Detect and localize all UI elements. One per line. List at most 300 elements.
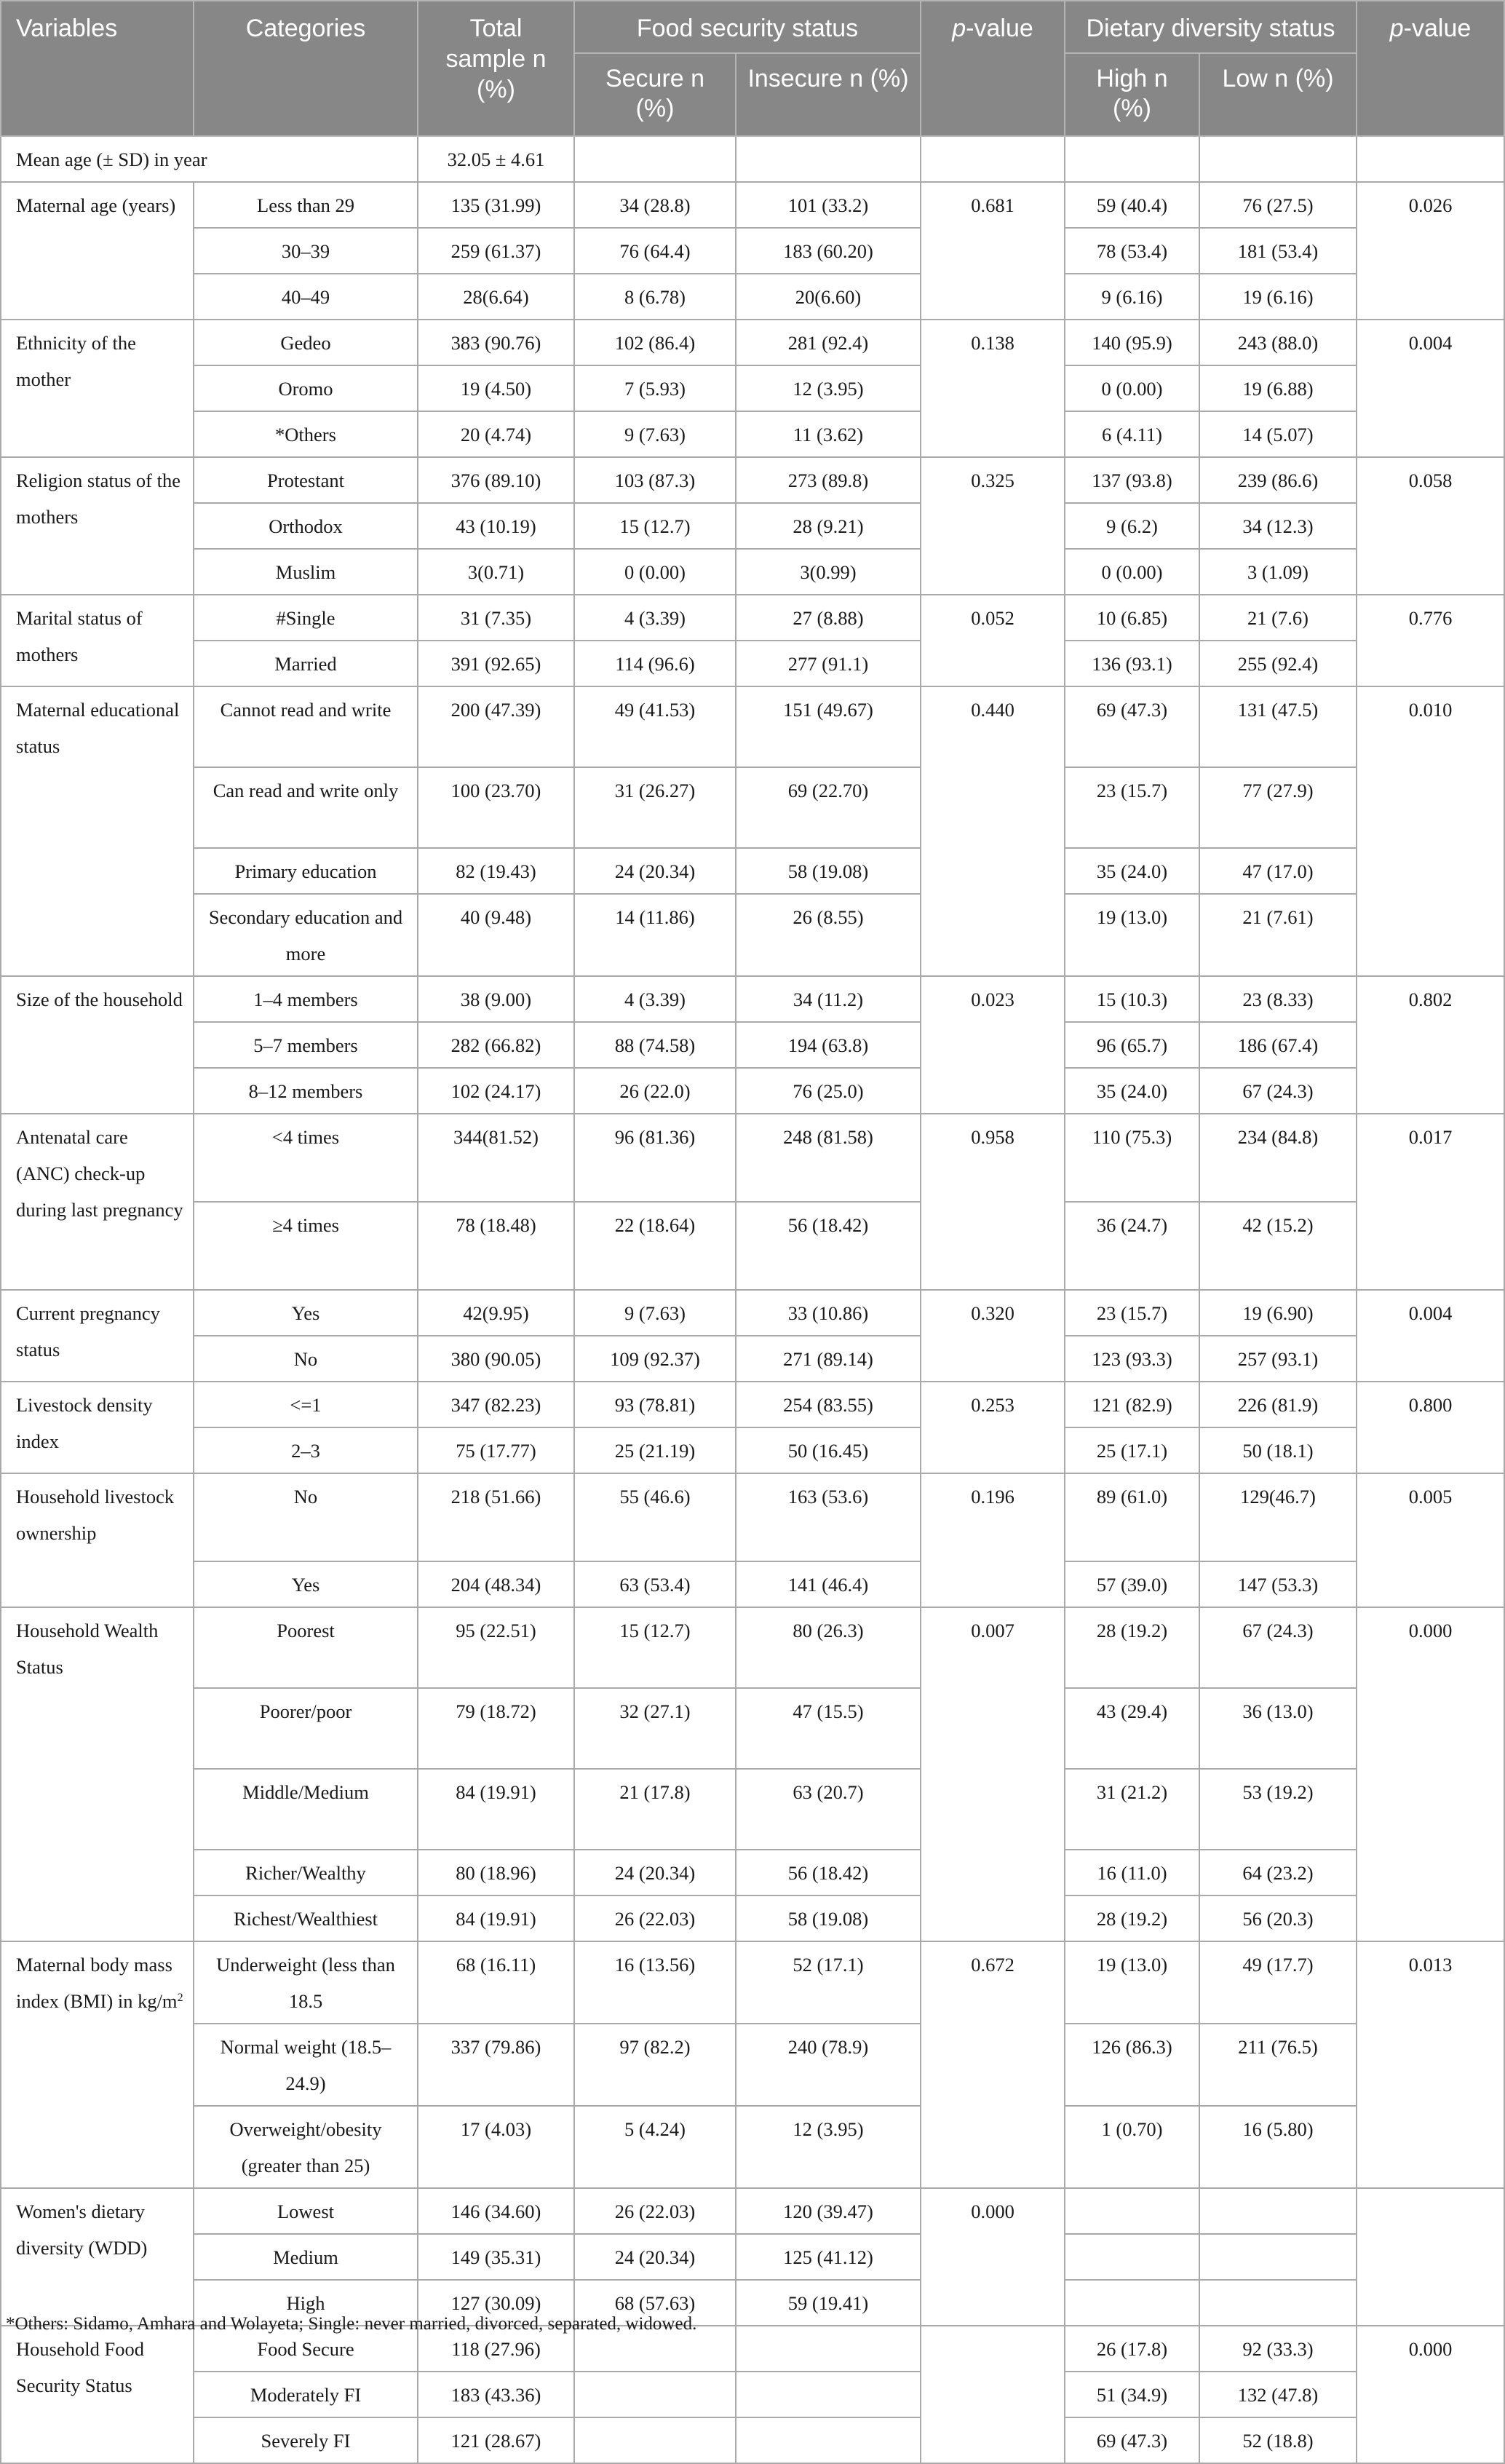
variable-cell [1, 595, 194, 686]
high-cell: 28 (19.2) [1065, 1607, 1199, 1688]
empty-cell [574, 136, 736, 182]
p-value-food-cell: 0.440 [921, 686, 1065, 976]
insecure-cell: 28 (9.21) [736, 503, 921, 549]
high-cell: 96 (65.7) [1065, 1022, 1199, 1068]
high-cell: 19 (13.0) [1065, 894, 1199, 976]
total-cell: 43 (10.19) [418, 503, 574, 549]
p-value-suffix: -value [966, 15, 1033, 42]
category-cell: Poorest [194, 1607, 418, 1688]
high-cell: 110 (75.3) [1065, 1114, 1199, 1202]
low-cell: 226 (81.9) [1199, 1382, 1357, 1427]
category-cell: Lowest [194, 2188, 418, 2234]
table-row [1, 1850, 1504, 1895]
total-cell: 78 (18.48) [418, 1202, 574, 1290]
high-cell: 26 (17.8) [1065, 2326, 1199, 2372]
total-cell: 102 (24.17) [418, 1068, 574, 1114]
insecure-cell: 273 (89.8) [736, 457, 921, 503]
secure-cell: 0 (0.00) [574, 549, 736, 595]
variable-label: Marital status of mothers [16, 607, 143, 665]
insecure-cell: 271 (89.14) [736, 1336, 921, 1382]
secure-cell: 102 (86.4) [574, 320, 736, 365]
table-row [1, 976, 1504, 1022]
empty-cell [1199, 136, 1357, 182]
variable-cell [1, 1607, 194, 1941]
high-cell: 16 (11.0) [1065, 1850, 1199, 1895]
table-row [1, 2417, 1504, 2463]
total-cell: 383 (90.76) [418, 320, 574, 365]
variable-cell [1, 320, 194, 457]
high-cell: 59 (40.4) [1065, 182, 1199, 228]
category-cell: Orthodox [194, 503, 418, 549]
category-cell: 8–12 members [194, 1068, 418, 1114]
secure-cell: 24 (20.34) [574, 2234, 736, 2280]
header-low: Low n (%) [1199, 53, 1357, 136]
table-row [1, 1607, 1504, 1688]
low-cell: 77 (27.9) [1199, 767, 1357, 848]
total-cell: 337 (79.86) [418, 2024, 574, 2106]
category-cell: <4 times [194, 1114, 418, 1202]
p-value-food-cell: 0.320 [921, 1290, 1065, 1382]
total-cell: 218 (51.66) [418, 1473, 574, 1561]
table-row [1, 1068, 1504, 1114]
low-cell: 19 (6.90) [1199, 1290, 1357, 1336]
insecure-cell: 120 (39.47) [736, 2188, 921, 2234]
p-value-food-cell: 0.958 [921, 1114, 1065, 1290]
low-cell: 67 (24.3) [1199, 1607, 1357, 1688]
mean-age-label: Mean age (± SD) in year [1, 136, 418, 182]
low-cell: 52 (18.8) [1199, 2417, 1357, 2463]
table-header [1, 1, 1504, 136]
category-cell: #Single [194, 595, 418, 641]
variable-label: Maternal age (years) [16, 194, 176, 216]
empty-cell [736, 136, 921, 182]
total-cell: 344(81.52) [418, 1114, 574, 1202]
high-cell: 35 (24.0) [1065, 1068, 1199, 1114]
insecure-cell: 80 (26.3) [736, 1607, 921, 1688]
table-row [1, 182, 1504, 228]
low-cell: 21 (7.61) [1199, 894, 1357, 976]
total-cell: 376 (89.10) [418, 457, 574, 503]
category-cell: No [194, 1336, 418, 1382]
insecure-cell: 254 (83.55) [736, 1382, 921, 1427]
total-cell: 3(0.71) [418, 549, 574, 595]
high-cell: 136 (93.1) [1065, 641, 1199, 686]
variable-label: Antenatal care (ANC) check-up during last pregnancy [16, 1126, 183, 1221]
low-cell: 42 (15.2) [1199, 1202, 1357, 1290]
variable-label: Household Food Security Status [16, 2338, 144, 2396]
secure-cell: 97 (82.2) [574, 2024, 736, 2106]
secure-cell: 7 (5.93) [574, 365, 736, 411]
table-row [1, 641, 1504, 686]
insecure-cell: 69 (22.70) [736, 767, 921, 848]
table-row [1, 411, 1504, 457]
table-row [1, 686, 1504, 767]
category-cell: Married [194, 641, 418, 686]
insecure-cell: 141 (46.4) [736, 1561, 921, 1607]
high-cell: 36 (24.7) [1065, 1202, 1199, 1290]
insecure-cell: 11 (3.62) [736, 411, 921, 457]
insecure-cell: 281 (92.4) [736, 320, 921, 365]
p-value-food-cell: 0.681 [921, 182, 1065, 320]
secure-cell: 34 (28.8) [574, 182, 736, 228]
variable-label: Maternal body mass index (BMI) in kg/m [16, 1954, 178, 2012]
category-cell: Richer/Wealthy [194, 1850, 418, 1895]
low-cell: 255 (92.4) [1199, 641, 1357, 686]
insecure-cell: 56 (18.42) [736, 1850, 921, 1895]
table-row [1, 1473, 1504, 1561]
insecure-cell: 34 (11.2) [736, 976, 921, 1022]
category-cell: 40–49 [194, 274, 418, 320]
table-footnote: *Others: Sidamo, Amhara and Wolayeta; Single: never married, divorced, separated, widowed. [6, 2314, 697, 2334]
total-cell: 95 (22.51) [418, 1607, 574, 1688]
insecure-cell: 194 (63.8) [736, 1022, 921, 1068]
variable-cell [1, 1290, 194, 1382]
secure-cell: 4 (3.39) [574, 595, 736, 641]
insecure-cell: 3(0.99) [736, 549, 921, 595]
insecure-cell: 12 (3.95) [736, 2106, 921, 2188]
mean-age-value: 32.05 ± 4.61 [418, 136, 574, 182]
table-row [1, 1941, 1504, 2024]
high-cell: 15 (10.3) [1065, 976, 1199, 1022]
low-cell: 16 (5.80) [1199, 2106, 1357, 2188]
high-cell: 78 (53.4) [1065, 228, 1199, 274]
high-cell: 69 (47.3) [1065, 2417, 1199, 2463]
table-row [1, 848, 1504, 894]
p-value-food-cell: 0.023 [921, 976, 1065, 1114]
variable-label: Maternal educational status [16, 699, 180, 757]
secure-cell: 32 (27.1) [574, 1688, 736, 1769]
secure-cell: 24 (20.34) [574, 1850, 736, 1895]
category-cell: Gedeo [194, 320, 418, 365]
category-cell: Richest/Wealthiest [194, 1895, 418, 1941]
high-cell: 0 (0.00) [1065, 365, 1199, 411]
secure-cell: 68 (57.63) [574, 2280, 736, 2326]
category-cell: Overweight/obesity (greater than 25) [194, 2106, 418, 2188]
table-row [1, 1114, 1504, 1202]
total-cell: 127 (30.09) [418, 2280, 574, 2326]
table-row [1, 1202, 1504, 1290]
insecure-cell: 33 (10.86) [736, 1290, 921, 1336]
total-cell: 17 (4.03) [418, 2106, 574, 2188]
secure-cell: 93 (78.81) [574, 1382, 736, 1427]
total-cell: 28(6.64) [418, 274, 574, 320]
high-cell: 25 (17.1) [1065, 1427, 1199, 1473]
category-cell: Can read and write only [194, 767, 418, 848]
secure-cell: 24 (20.34) [574, 848, 736, 894]
total-cell: 100 (23.70) [418, 767, 574, 848]
variable-label: Household livestock ownership [16, 1486, 175, 1544]
high-cell: 121 (82.9) [1065, 1382, 1199, 1427]
low-cell: 47 (17.0) [1199, 848, 1357, 894]
low-cell: 3 (1.09) [1199, 549, 1357, 595]
total-cell: 146 (34.60) [418, 2188, 574, 2234]
table-row [1, 1561, 1504, 1607]
low-cell: 239 (86.6) [1199, 457, 1357, 503]
total-cell: 75 (17.77) [418, 1427, 574, 1473]
table-body [1, 136, 1504, 2463]
p-value-diet-cell: 0.004 [1357, 320, 1504, 457]
category-cell: <=1 [194, 1382, 418, 1427]
insecure-cell [736, 2372, 921, 2417]
low-cell: 129(46.7) [1199, 1473, 1357, 1561]
p-value-diet-cell [1357, 2188, 1504, 2326]
p-value-diet-cell: 0.017 [1357, 1114, 1504, 1290]
mean-age-row [1, 136, 1504, 182]
secure-cell: 21 (17.8) [574, 1769, 736, 1850]
secure-cell: 16 (13.56) [574, 1941, 736, 2024]
p-value-food-cell: 0.196 [921, 1473, 1065, 1607]
high-cell: 19 (13.0) [1065, 1941, 1199, 2024]
category-cell: Cannot read and write [194, 686, 418, 767]
table-row [1, 2234, 1504, 2280]
total-cell: 121 (28.67) [418, 2417, 574, 2463]
low-cell: 50 (18.1) [1199, 1427, 1357, 1473]
p-value-diet-cell: 0.000 [1357, 2326, 1504, 2463]
header-food-security-status: Food security status [574, 1, 921, 53]
low-cell: 49 (17.7) [1199, 1941, 1357, 2024]
category-cell: Less than 29 [194, 182, 418, 228]
high-cell: 123 (93.3) [1065, 1336, 1199, 1382]
insecure-cell: 240 (78.9) [736, 2024, 921, 2106]
low-cell: 56 (20.3) [1199, 1895, 1357, 1941]
secure-cell: 76 (64.4) [574, 228, 736, 274]
low-cell: 76 (27.5) [1199, 182, 1357, 228]
low-cell: 132 (47.8) [1199, 2372, 1357, 2417]
insecure-cell [736, 2326, 921, 2372]
insecure-cell: 151 (49.67) [736, 686, 921, 767]
total-cell: 80 (18.96) [418, 1850, 574, 1895]
insecure-cell: 163 (53.6) [736, 1473, 921, 1561]
total-cell: 79 (18.72) [418, 1688, 574, 1769]
high-cell: 57 (39.0) [1065, 1561, 1199, 1607]
secure-cell: 88 (74.58) [574, 1022, 736, 1068]
low-cell: 53 (19.2) [1199, 1769, 1357, 1850]
category-cell: Middle/Medium [194, 1769, 418, 1850]
total-cell: 183 (43.36) [418, 2372, 574, 2417]
high-cell: 137 (93.8) [1065, 457, 1199, 503]
table-row [1, 1427, 1504, 1473]
header-high: High n (%) [1065, 53, 1199, 136]
category-cell: Poorer/poor [194, 1688, 418, 1769]
low-cell: 34 (12.3) [1199, 503, 1357, 549]
header-insecure: Insecure n (%) [736, 53, 921, 136]
variable-cell [1, 457, 194, 595]
secure-cell: 8 (6.78) [574, 274, 736, 320]
low-cell: 92 (33.3) [1199, 2326, 1357, 2372]
high-cell [1065, 2188, 1199, 2234]
table-row [1, 365, 1504, 411]
p-value-diet-cell: 0.026 [1357, 182, 1504, 320]
table-row [1, 2024, 1504, 2106]
category-cell: Yes [194, 1290, 418, 1336]
header-p-value-diet [1357, 1, 1504, 136]
table-row [1, 457, 1504, 503]
insecure-cell: 183 (60.20) [736, 228, 921, 274]
high-cell: 0 (0.00) [1065, 549, 1199, 595]
table-row [1, 1022, 1504, 1068]
category-cell: Primary education [194, 848, 418, 894]
high-cell: 51 (34.9) [1065, 2372, 1199, 2417]
p-value-diet-cell: 0.800 [1357, 1382, 1504, 1473]
high-cell: 1 (0.70) [1065, 2106, 1199, 2188]
insecure-cell: 58 (19.08) [736, 1895, 921, 1941]
category-cell: Oromo [194, 365, 418, 411]
high-cell: 43 (29.4) [1065, 1688, 1199, 1769]
variable-label: Size of the household [16, 989, 183, 1010]
secure-cell: 9 (7.63) [574, 1290, 736, 1336]
variable-cell [1, 2188, 194, 2326]
total-cell: 391 (92.65) [418, 641, 574, 686]
category-cell: Moderately FI [194, 2372, 418, 2417]
p-value-food-cell: 0.052 [921, 595, 1065, 686]
variable-label: Household Wealth Status [16, 1620, 159, 1678]
variable-cell [1, 686, 194, 976]
variable-cell [1, 2326, 194, 2463]
secure-cell: 15 (12.7) [574, 1607, 736, 1688]
high-cell: 31 (21.2) [1065, 1769, 1199, 1850]
header-dietary-diversity-status: Dietary diversity status [1065, 1, 1357, 53]
table-row [1, 2372, 1504, 2417]
total-cell: 380 (90.05) [418, 1336, 574, 1382]
variable-cell [1, 182, 194, 320]
high-cell: 69 (47.3) [1065, 686, 1199, 767]
category-cell: 5–7 members [194, 1022, 418, 1068]
high-cell: 6 (4.11) [1065, 411, 1199, 457]
table-row [1, 1895, 1504, 1941]
category-cell: No [194, 1473, 418, 1561]
high-cell [1065, 2280, 1199, 2326]
p-value-suffix: -value [1403, 15, 1472, 42]
category-cell: 2–3 [194, 1427, 418, 1473]
low-cell: 234 (84.8) [1199, 1114, 1357, 1202]
secure-cell: 9 (7.63) [574, 411, 736, 457]
table-row [1, 2188, 1504, 2234]
header-p-value-food [921, 1, 1065, 136]
secure-cell: 14 (11.86) [574, 894, 736, 976]
p-value-diet-cell: 0.776 [1357, 595, 1504, 686]
category-cell: 30–39 [194, 228, 418, 274]
insecure-cell: 101 (33.2) [736, 182, 921, 228]
secure-cell: 63 (53.4) [574, 1561, 736, 1607]
table-row [1, 894, 1504, 976]
insecure-cell: 20(6.60) [736, 274, 921, 320]
table-row [1, 1769, 1504, 1850]
insecure-cell: 63 (20.7) [736, 1769, 921, 1850]
p-value-diet-cell: 0.058 [1357, 457, 1504, 595]
secure-cell: 114 (96.6) [574, 641, 736, 686]
high-cell: 10 (6.85) [1065, 595, 1199, 641]
category-cell: Yes [194, 1561, 418, 1607]
category-cell: 1–4 members [194, 976, 418, 1022]
p-value-food-cell: 0.253 [921, 1382, 1065, 1473]
insecure-cell: 248 (81.58) [736, 1114, 921, 1202]
insecure-cell: 27 (8.88) [736, 595, 921, 641]
table-row [1, 274, 1504, 320]
variable-cell [1, 1941, 194, 2188]
low-cell: 211 (76.5) [1199, 2024, 1357, 2106]
secure-cell [574, 2372, 736, 2417]
secure-cell: 26 (22.03) [574, 1895, 736, 1941]
variable-label: Current pregnancy status [16, 1302, 160, 1360]
total-cell: 40 (9.48) [418, 894, 574, 976]
secure-cell: 103 (87.3) [574, 457, 736, 503]
table-row [1, 1688, 1504, 1769]
total-cell: 135 (31.99) [418, 182, 574, 228]
category-cell: ≥4 times [194, 1202, 418, 1290]
total-cell: 19 (4.50) [418, 365, 574, 411]
low-cell: 147 (53.3) [1199, 1561, 1357, 1607]
total-cell: 38 (9.00) [418, 976, 574, 1022]
low-cell [1199, 2234, 1357, 2280]
low-cell: 64 (23.2) [1199, 1850, 1357, 1895]
category-cell: Muslim [194, 549, 418, 595]
p-value-diet-cell: 0.802 [1357, 976, 1504, 1114]
table-row [1, 595, 1504, 641]
p-value-diet-cell: 0.013 [1357, 1941, 1504, 2188]
low-cell [1199, 2280, 1357, 2326]
total-cell: 20 (4.74) [418, 411, 574, 457]
total-cell: 42(9.95) [418, 1290, 574, 1336]
total-cell: 259 (61.37) [418, 228, 574, 274]
p-value-diet-cell: 0.000 [1357, 1607, 1504, 1941]
category-cell: Secondary education and more [194, 894, 418, 976]
secure-cell: 5 (4.24) [574, 2106, 736, 2188]
empty-cell [1357, 136, 1504, 182]
secure-cell: 25 (21.19) [574, 1427, 736, 1473]
total-cell: 282 (66.82) [418, 1022, 574, 1068]
low-cell: 21 (7.6) [1199, 595, 1357, 641]
insecure-cell: 56 (18.42) [736, 1202, 921, 1290]
table-row [1, 320, 1504, 365]
insecure-cell: 125 (41.12) [736, 2234, 921, 2280]
total-cell: 84 (19.91) [418, 1769, 574, 1850]
p-value-food-cell: 0.672 [921, 1941, 1065, 2188]
high-cell: 28 (19.2) [1065, 1895, 1199, 1941]
low-cell: 23 (8.33) [1199, 976, 1357, 1022]
table-row [1, 228, 1504, 274]
table-row [1, 1290, 1504, 1336]
p-value-food-cell: 0.138 [921, 320, 1065, 457]
low-cell: 131 (47.5) [1199, 686, 1357, 767]
high-cell: 9 (6.2) [1065, 503, 1199, 549]
header-variables: Variables [1, 1, 194, 136]
variable-cell [1, 1473, 194, 1607]
header-total-sample: Total sample n (%) [418, 1, 574, 136]
table-row [1, 1336, 1504, 1382]
low-cell: 243 (88.0) [1199, 320, 1357, 365]
high-cell: 140 (95.9) [1065, 320, 1199, 365]
p-letter: p [952, 15, 966, 42]
variable-label: Religion status of the mothers [16, 470, 180, 528]
low-cell: 181 (53.4) [1199, 228, 1357, 274]
insecure-cell [736, 2417, 921, 2463]
total-cell: 204 (48.34) [418, 1561, 574, 1607]
header-secure: Secure n (%) [574, 53, 736, 136]
low-cell: 14 (5.07) [1199, 411, 1357, 457]
secure-cell: 22 (18.64) [574, 1202, 736, 1290]
secure-cell: 49 (41.53) [574, 686, 736, 767]
insecure-cell: 76 (25.0) [736, 1068, 921, 1114]
p-letter: p [1389, 15, 1404, 42]
total-cell: 347 (82.23) [418, 1382, 574, 1427]
total-cell: 118 (27.96) [418, 2326, 574, 2372]
empty-cell [921, 136, 1065, 182]
empty-cell [1065, 136, 1199, 182]
variable-cell [1, 1114, 194, 1290]
high-cell: 35 (24.0) [1065, 848, 1199, 894]
total-cell: 31 (7.35) [418, 595, 574, 641]
category-cell: Food Secure [194, 2326, 418, 2372]
